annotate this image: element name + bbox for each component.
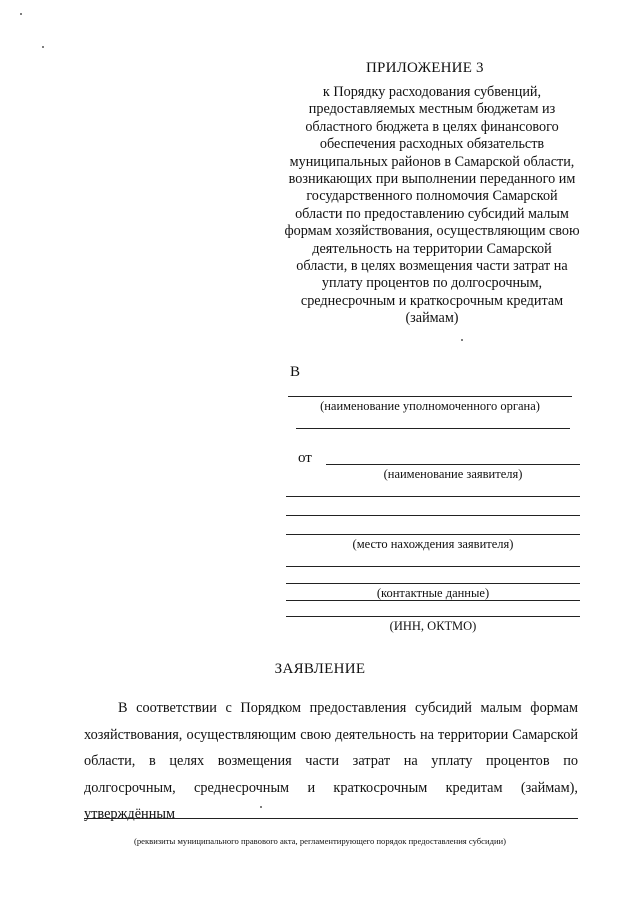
scan-speck — [20, 13, 22, 15]
scan-speck — [461, 339, 463, 341]
statement-heading: ЗАЯВЛЕНИЕ — [274, 661, 366, 677]
appendix-text: к Порядку расходования субвенций, предоставляемых местным бюджетам из областного бюджета в целях финансового обеспечения расходных обязательств муниципальных районов в Самарской области, возникающих при выполнении переданного им государственного полномочия Самарской области по предоставлению субсидий малым формам хозяйствования, осуществляющим свою деятельность на территории Самарской области, в целях возмещения части затрат на уплату процентов по долгосрочным, среднесрочным и краткосрочным кредитам (займам) — [284, 84, 580, 327]
contacts-caption: (контактные данные) — [376, 586, 490, 600]
from-line-2 — [286, 496, 580, 497]
statement-body: В соответствии с Порядком предоставления субсидий малым формам хозяйствования, осуществляющим свою деятельность на территории Самарской области, в целях возмещения части затрат на уплату процентов по долгосрочным, среднесрочным и краткосрочным кредитам (займам), утверждённым — [84, 700, 578, 822]
location-caption: (место нахождения заявителя) — [352, 537, 514, 551]
contacts-line-2 — [286, 600, 580, 601]
to-line-2 — [296, 428, 570, 429]
scan-speck — [260, 806, 262, 808]
location-line-2 — [286, 566, 580, 567]
appendix-title: ПРИЛОЖЕНИЕ 3 — [366, 60, 484, 76]
requisites-caption: (реквизиты муниципального правового акта, регламентирующего порядок предоставления субсидии) — [133, 836, 506, 846]
scan-speck — [42, 46, 44, 48]
location-line — [286, 534, 580, 535]
from-line — [326, 464, 580, 465]
contacts-line — [286, 583, 580, 584]
from-caption: (наименование заявителя) — [383, 467, 523, 481]
inn-line — [286, 616, 580, 617]
to-line — [288, 396, 572, 397]
to-label: В — [290, 364, 301, 380]
inn-caption: (ИНН, ОКТМО) — [389, 619, 477, 633]
requisites-line — [84, 818, 578, 819]
from-label: от — [298, 450, 312, 466]
to-caption: (наименование уполномоченного органа) — [320, 399, 540, 413]
from-line-3 — [286, 515, 580, 516]
